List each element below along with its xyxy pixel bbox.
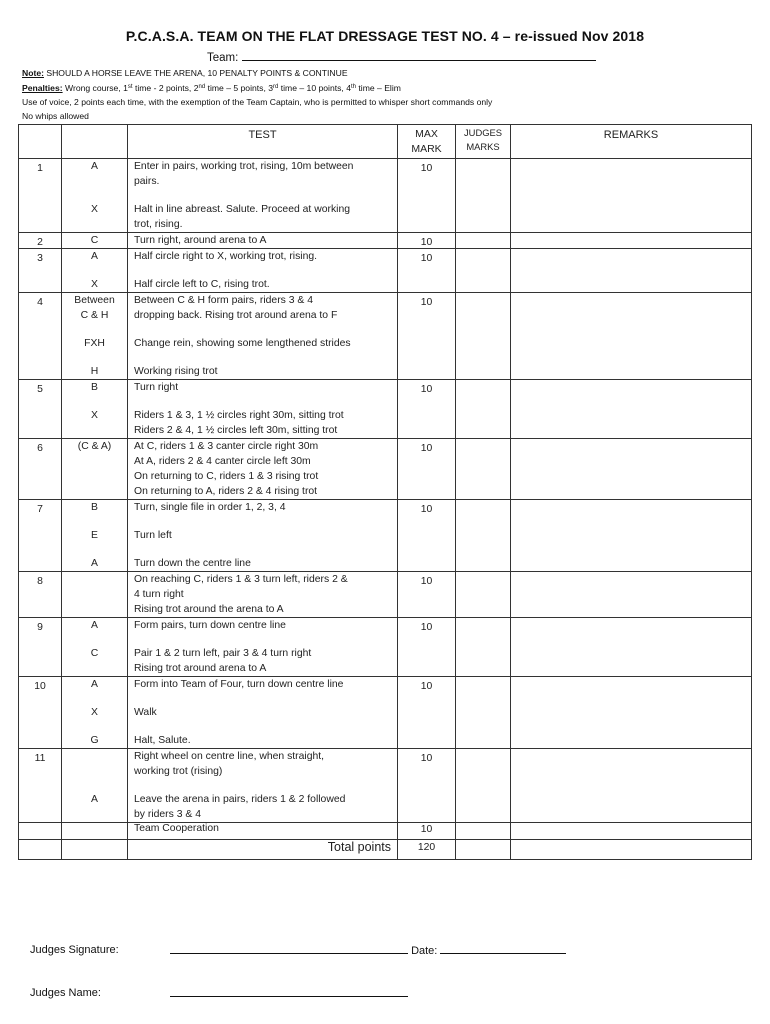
table-row: [19, 677, 752, 749]
judges-name-blank[interactable]: [170, 987, 408, 997]
max-mark: 10: [398, 380, 456, 439]
arena-letters: [62, 677, 128, 749]
movement-text-line: Turn right, around arena to A: [134, 235, 267, 246]
arena-letter: A: [91, 558, 98, 569]
remarks-cell[interactable]: [511, 293, 752, 380]
movement-text-line: dropping back. Rising trot around arena to F: [134, 310, 338, 321]
signature-date-line: [170, 944, 566, 957]
movement-number: 9: [19, 618, 62, 677]
movement-description: [128, 233, 398, 249]
max-mark: 10: [398, 293, 456, 380]
table-row: [19, 618, 752, 677]
movement-number: 11: [19, 749, 62, 823]
judges-name-line: [170, 987, 408, 1000]
movement-text-line: Half circle right to X, working trot, rising.: [134, 251, 318, 262]
total-row: [19, 840, 752, 860]
movement-text-line: Change rein, showing some lengthened strides: [134, 338, 351, 349]
arena-letter: [62, 423, 127, 438]
judges-mark-cell[interactable]: [456, 159, 511, 233]
remarks-cell[interactable]: [511, 749, 752, 823]
arena-letter: [62, 572, 127, 587]
max-mark: 10: [398, 749, 456, 823]
arena-letter: A: [91, 679, 98, 690]
arena-letters: [62, 618, 128, 677]
judges-name-label: Judges Name:: [30, 987, 101, 999]
table-row: [19, 233, 752, 249]
arena-letters: [62, 439, 128, 500]
total-judges-mark[interactable]: [456, 840, 511, 860]
arena-letters: [62, 293, 128, 380]
movement-description: [128, 677, 398, 749]
max-mark: 10: [398, 500, 456, 572]
header-number: [19, 125, 62, 159]
remarks-cell[interactable]: [511, 159, 752, 233]
judges-mark-cell[interactable]: [456, 618, 511, 677]
movement-text-line: Turn left: [134, 530, 172, 541]
arena-letter: [62, 661, 127, 676]
arena-letter: X: [91, 279, 98, 290]
movement-text-line: At C, riders 1 & 3 canter circle right 30m: [134, 441, 319, 452]
movement-text-line: Turn down the centre line: [134, 558, 251, 569]
total-max: 120: [398, 840, 456, 860]
movement-text-line: trot, rising.: [134, 219, 183, 230]
movement-text-line: pairs.: [134, 176, 160, 187]
arena-letters: [62, 500, 128, 572]
max-mark: 10: [398, 677, 456, 749]
movement-text-line: Right wheel on centre line, when straight,: [134, 751, 325, 762]
movement-description: [128, 572, 398, 618]
total-label: Total points: [128, 840, 398, 860]
arena-letters: [62, 159, 128, 233]
max-mark: 10: [398, 618, 456, 677]
movement-text-line: working trot (rising): [134, 766, 223, 777]
arena-letter: [62, 484, 127, 499]
arena-letter: B: [91, 502, 98, 513]
penalties-text: Wrong course, 1st time - 2 points, 2nd time – 5 points, 3rd time – 10 points, 4th time – Elim: [65, 83, 401, 93]
movement-description: [128, 618, 398, 677]
arena-letter: X: [91, 204, 98, 215]
max-mark: 10: [398, 159, 456, 233]
date-label: Date:: [411, 945, 438, 957]
movement-text-line: 4 turn right: [134, 589, 184, 600]
dressage-test-table: [18, 124, 752, 860]
note-label: Note:: [22, 68, 44, 78]
judges-mark-cell[interactable]: [456, 233, 511, 249]
judges-mark-cell[interactable]: [456, 677, 511, 749]
remarks-cell[interactable]: [511, 233, 752, 249]
arena-letter: [62, 749, 127, 764]
remarks-cell[interactable]: [511, 677, 752, 749]
table-row: [19, 249, 752, 293]
judges-signature-blank[interactable]: [170, 944, 408, 954]
arena-letter: (C & A): [77, 441, 112, 452]
arena-letter: [62, 174, 127, 189]
movement-number: 4: [19, 293, 62, 380]
arena-letters: [62, 233, 128, 249]
movement-text-line: Riders 1 & 3, 1 ½ circles right 30m, sitting trot: [134, 410, 344, 421]
movement-description: [128, 500, 398, 572]
arena-letter: [62, 602, 127, 617]
arena-letter: [62, 587, 127, 602]
date-blank[interactable]: [440, 944, 566, 954]
arena-letter: G: [90, 735, 99, 746]
movement-text-line: Turn, single file in order 1, 2, 3, 4: [134, 502, 286, 513]
movement-text-line: On returning to C, riders 1 & 3 rising trot: [134, 471, 319, 482]
movement-text-line: At A, riders 2 & 4 canter circle left 30m: [134, 456, 311, 467]
arena-letter: A: [91, 161, 98, 172]
movement-description: [128, 249, 398, 293]
max-mark: 10: [398, 439, 456, 500]
header-test: TEST: [128, 125, 398, 159]
movement-text-line: by riders 3 & 4: [134, 809, 201, 820]
arena-letter: X: [91, 410, 98, 421]
movement-text-line: Enter in pairs, working trot, rising, 10m between: [134, 161, 354, 172]
judges-mark-cell[interactable]: [456, 293, 511, 380]
arena-letter: Between: [74, 295, 115, 306]
whips-rule: No whips allowed: [22, 111, 89, 121]
arena-letter: A: [91, 794, 98, 805]
movement-text-line: Pair 1 & 2 turn left, pair 3 & 4 turn right: [134, 648, 312, 659]
team-cooperation-label: Team Cooperation: [128, 823, 398, 840]
arena-letter: X: [91, 707, 98, 718]
movement-number: 10: [19, 677, 62, 749]
max-mark: 10: [398, 233, 456, 249]
remarks-cell[interactable]: [511, 380, 752, 439]
movement-description: [128, 293, 398, 380]
header-letter: [62, 125, 128, 159]
header-max-mark: MAX MARK: [398, 125, 456, 159]
movement-number: 7: [19, 500, 62, 572]
arena-letters: [62, 249, 128, 293]
remarks-cell[interactable]: [511, 500, 752, 572]
judges-mark-cell[interactable]: [456, 749, 511, 823]
movement-text-line: Riders 2 & 4, 1 ½ circles left 30m, sitting trot: [134, 425, 338, 436]
movement-text-line: Between C & H form pairs, riders 3 & 4: [134, 295, 314, 306]
movement-text-line: Turn right: [134, 382, 179, 393]
arena-letter: C: [90, 235, 99, 246]
judges-mark-cell[interactable]: [456, 500, 511, 572]
movement-description: [128, 159, 398, 233]
table-row: [19, 439, 752, 500]
arena-letter: A: [91, 620, 98, 631]
arena-letter: [62, 469, 127, 484]
movement-number: 2: [19, 233, 62, 249]
arena-letter: A: [91, 251, 98, 262]
movement-text-line: Halt in line abreast. Salute. Proceed at working: [134, 204, 351, 215]
remarks-cell[interactable]: [511, 249, 752, 293]
movement-text-line: On returning to A, riders 2 & 4 rising trot: [134, 486, 318, 497]
arena-letter: C: [90, 648, 99, 659]
table-row: [19, 159, 752, 233]
team-cooperation-judges-mark[interactable]: [456, 823, 511, 840]
team-blank-line[interactable]: [242, 50, 596, 61]
team-label: Team:: [207, 52, 239, 64]
arena-letter: [62, 217, 127, 232]
movement-text-line: On reaching C, riders 1 & 3 turn left, riders 2 &: [134, 574, 348, 585]
movement-number: 3: [19, 249, 62, 293]
arena-letters: [62, 380, 128, 439]
movement-description: [128, 439, 398, 500]
judges-mark-cell[interactable]: [456, 572, 511, 618]
arena-letter: H: [90, 366, 99, 377]
note-text: SHOULD A HORSE LEAVE THE ARENA, 10 PENALTY POINTS & CONTINUE: [46, 68, 348, 78]
document-title: P.C.A.S.A. TEAM ON THE FLAT DRESSAGE TEST NO. 4 – re-issued Nov 2018: [125, 28, 645, 44]
team-cooperation-max: 10: [398, 823, 456, 840]
table-row: [19, 500, 752, 572]
table-row: [19, 572, 752, 618]
header-remarks: REMARKS: [511, 125, 752, 159]
movement-number: 6: [19, 439, 62, 500]
movement-text-line: Rising trot around arena to A: [134, 663, 267, 674]
movement-text-line: Form into Team of Four, turn down centre line: [134, 679, 344, 690]
movement-text-line: Walk: [134, 707, 157, 718]
movement-text-line: Form pairs, turn down centre line: [134, 620, 286, 631]
judges-mark-cell[interactable]: [456, 249, 511, 293]
movement-text-line: Working rising trot: [134, 366, 218, 377]
movement-text-line: Halt, Salute.: [134, 735, 191, 746]
table-row: [19, 293, 752, 380]
total-remarks[interactable]: [511, 840, 752, 860]
arena-letter: E: [91, 530, 98, 541]
movement-text-line: Half circle left to C, rising trot.: [134, 279, 270, 290]
arena-letter: [62, 454, 127, 469]
arena-letter: [62, 764, 127, 779]
movement-number: 5: [19, 380, 62, 439]
penalties-label: Penalties:: [22, 83, 63, 93]
voice-rule: Use of voice, 2 points each time, with the exemption of the Team Captain, who is permitted to whisper short commands only: [22, 97, 493, 107]
movement-text-line: Rising trot around the arena to A: [134, 604, 284, 615]
arena-letter: FXH: [84, 338, 105, 349]
note-line: [22, 68, 348, 78]
movement-description: [128, 380, 398, 439]
judges-mark-cell[interactable]: [456, 380, 511, 439]
movement-description: [128, 749, 398, 823]
penalties-line: [22, 83, 401, 93]
judges-signature-label: Judges Signature:: [30, 944, 119, 956]
table-row: [19, 380, 752, 439]
max-mark: 10: [398, 572, 456, 618]
remarks-cell[interactable]: [511, 439, 752, 500]
team-field: [207, 50, 596, 64]
header-judges-marks: JUDGES MARKS: [456, 125, 511, 159]
arena-letters: [62, 749, 128, 823]
movement-number: 8: [19, 572, 62, 618]
table-header-row: [19, 125, 752, 159]
table-row: [19, 749, 752, 823]
arena-letter: C & H: [80, 310, 109, 321]
movement-number: 1: [19, 159, 62, 233]
team-cooperation-row: [19, 823, 752, 840]
arena-letter: [62, 807, 127, 822]
arena-letters: [62, 572, 128, 618]
max-mark: 10: [398, 249, 456, 293]
team-cooperation-remarks[interactable]: [511, 823, 752, 840]
remarks-cell[interactable]: [511, 572, 752, 618]
judges-mark-cell[interactable]: [456, 439, 511, 500]
arena-letter: B: [91, 382, 98, 393]
movement-text-line: Leave the arena in pairs, riders 1 & 2 followed: [134, 794, 346, 805]
remarks-cell[interactable]: [511, 618, 752, 677]
